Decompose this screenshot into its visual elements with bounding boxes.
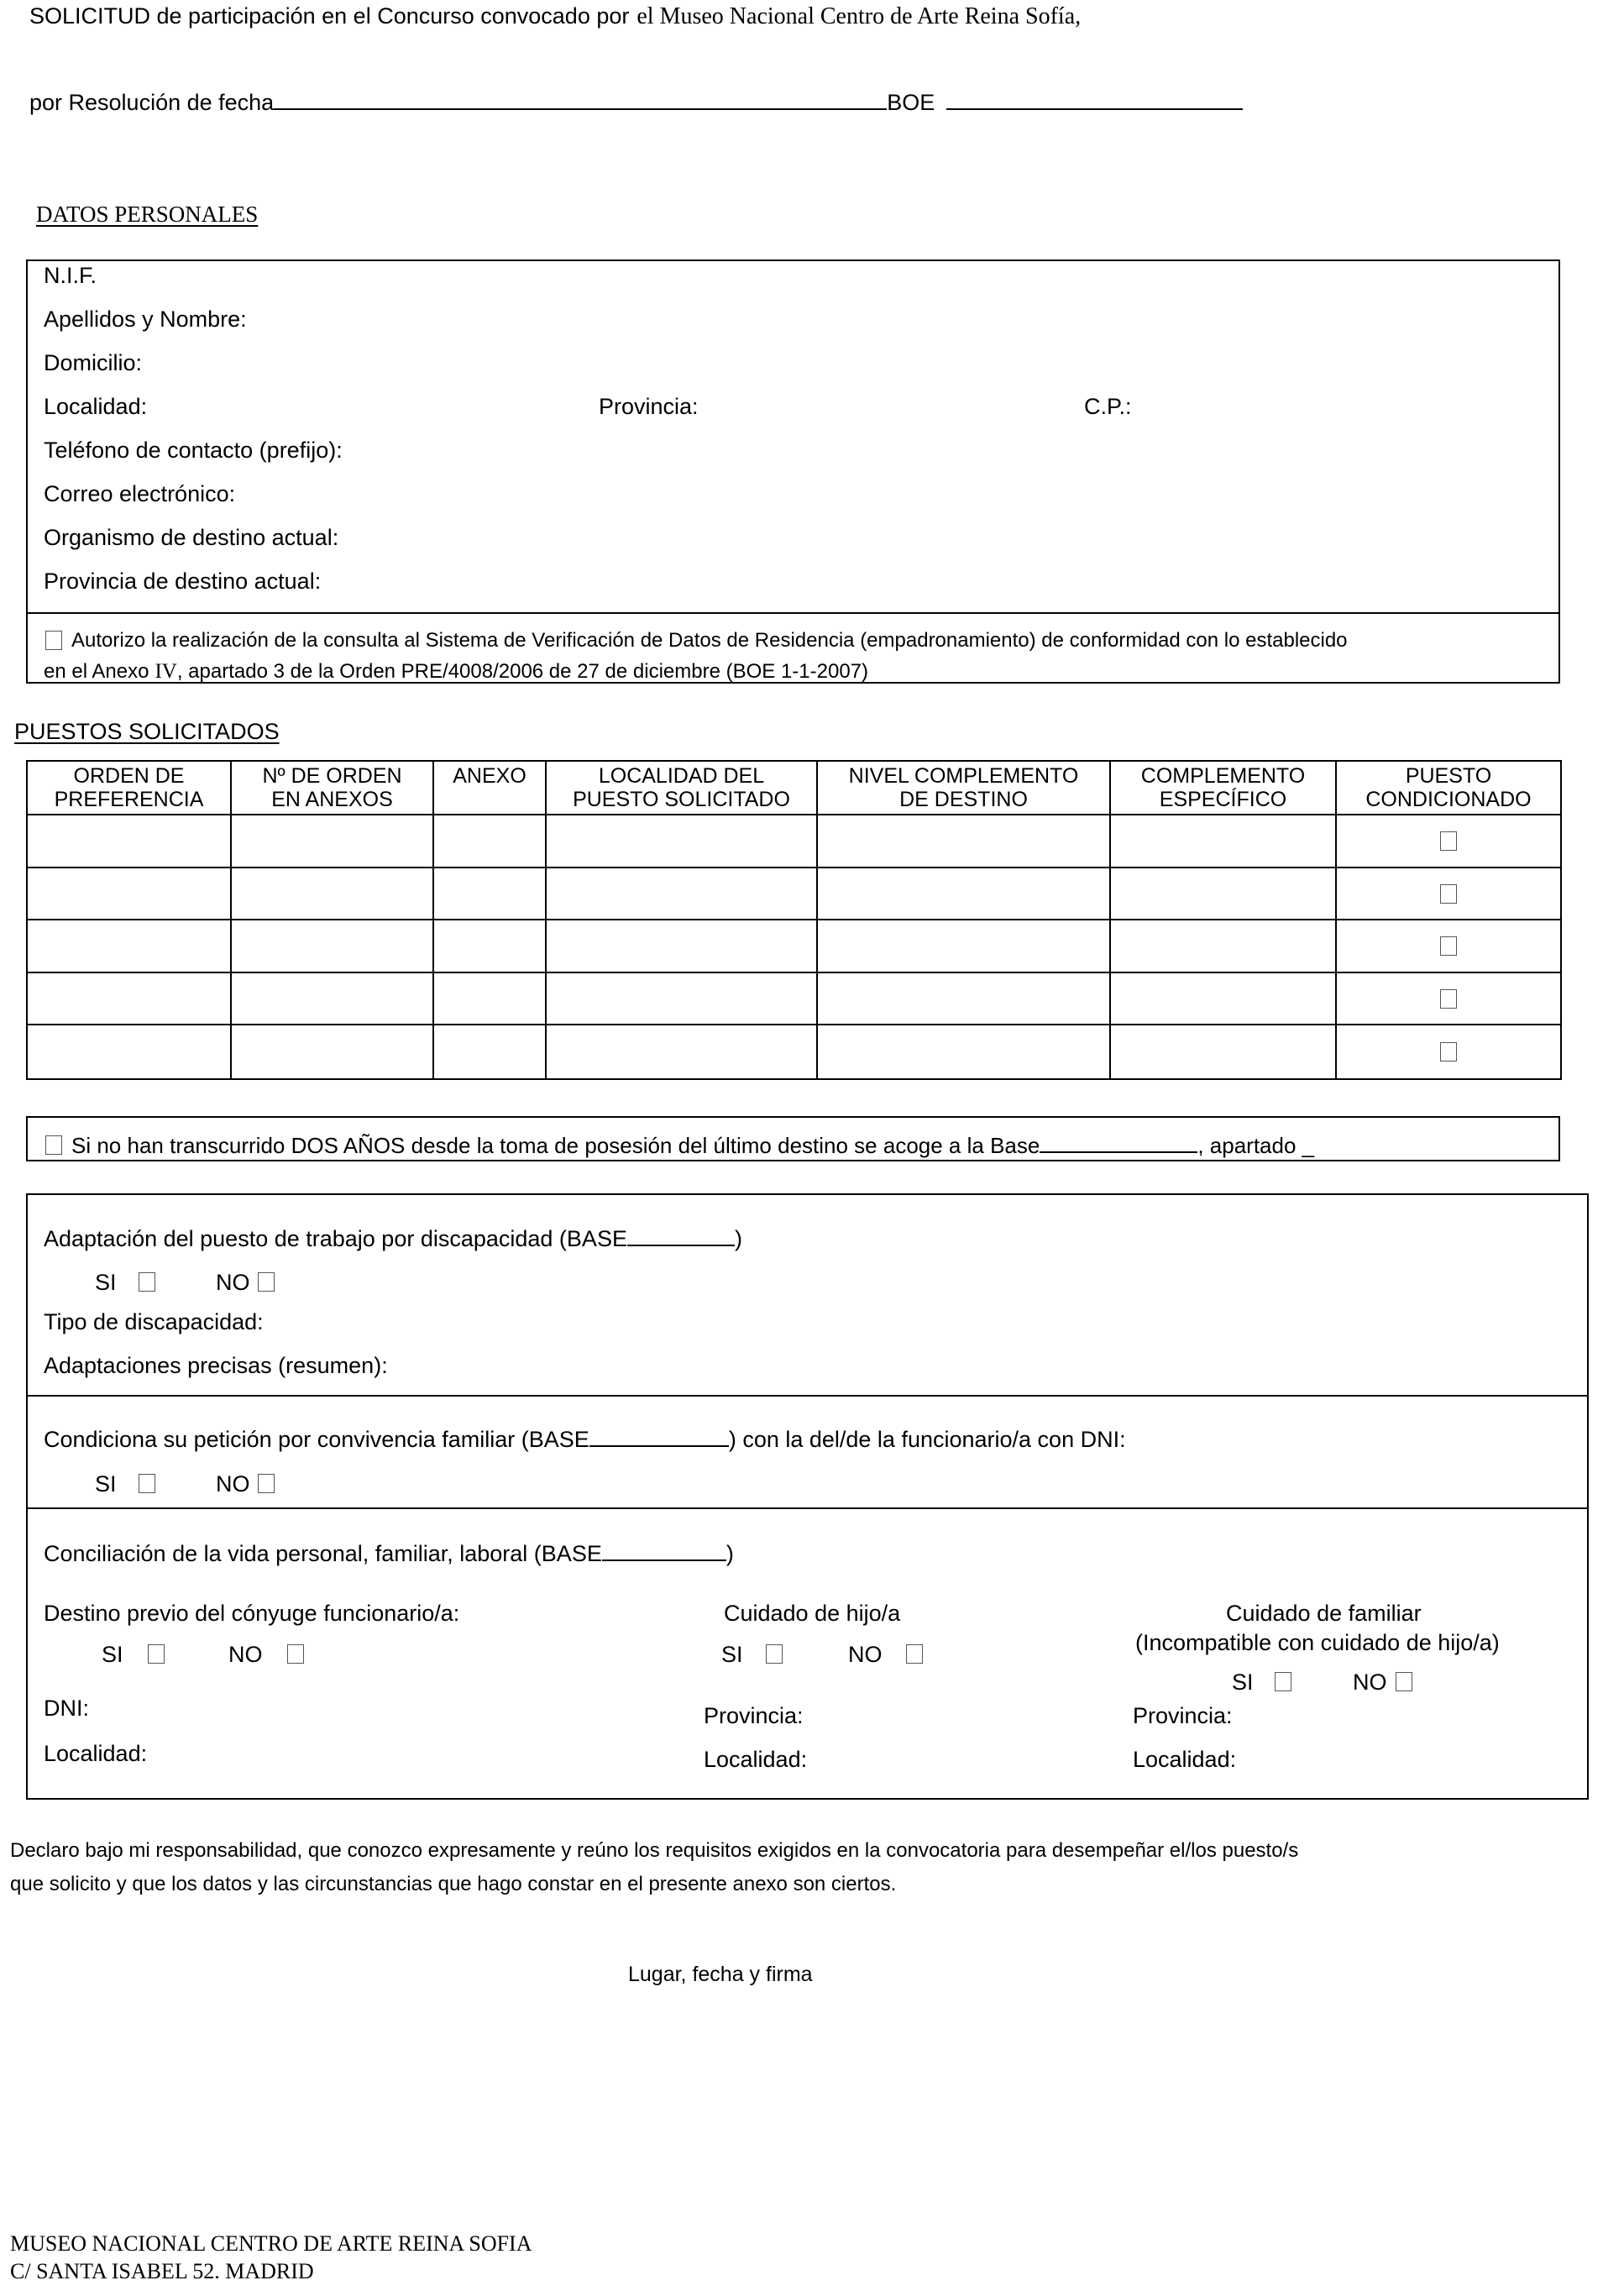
boe-label: BOE bbox=[887, 90, 935, 115]
orden-anexos-cell[interactable] bbox=[231, 920, 433, 972]
circumstances-divider-2 bbox=[26, 1507, 1589, 1509]
nivel-complemento-cell[interactable] bbox=[817, 920, 1110, 972]
orden-preferencia-cell[interactable] bbox=[27, 1025, 231, 1079]
orden-preferencia-cell[interactable] bbox=[27, 815, 231, 868]
email-label: Correo electrónico: bbox=[44, 481, 236, 506]
requested-positions-heading: PUESTOS SOLICITADOS bbox=[14, 719, 280, 744]
two-years-statement: Si no han transcurrido DOS AÑOS desde la toma de posesión del último destino se acoge a la Base bbox=[71, 1133, 1040, 1158]
personal-data-box bbox=[26, 259, 1560, 684]
anexo-cell[interactable] bbox=[433, 1025, 546, 1079]
nivel-complemento-cell[interactable] bbox=[817, 972, 1110, 1025]
orden-anexos-cell[interactable] bbox=[231, 868, 433, 920]
nivel-complemento-cell[interactable] bbox=[817, 868, 1110, 920]
header-localidad: LOCALIDAD DEL PUESTO SOLICITADO bbox=[546, 761, 817, 815]
province-label: Provincia: bbox=[599, 394, 699, 419]
child-care-no-label: NO bbox=[848, 1642, 883, 1667]
orden-anexos-cell[interactable] bbox=[231, 815, 433, 868]
table-row bbox=[27, 972, 1561, 1025]
child-care-yes-checkbox[interactable] bbox=[766, 1644, 783, 1664]
spouse-yes-label: SI bbox=[102, 1642, 123, 1667]
form-title bbox=[29, 3, 1081, 30]
orden-preferencia-cell[interactable] bbox=[27, 868, 231, 920]
complemento-especifico-cell[interactable] bbox=[1110, 972, 1336, 1025]
header-puesto-condicionado: PUESTO CONDICIONADO bbox=[1336, 761, 1561, 815]
disability-yes-checkbox[interactable] bbox=[139, 1272, 155, 1292]
two-years-base-field[interactable] bbox=[1040, 1135, 1197, 1153]
full-name-label: Apellidos y Nombre: bbox=[44, 307, 247, 332]
footer-institution: MUSEO NACIONAL CENTRO DE ARTE REINA SOFIA bbox=[10, 2231, 532, 2256]
current-province-label: Provincia de destino actual: bbox=[44, 569, 322, 594]
cohabitation-line bbox=[44, 1426, 1126, 1453]
disability-no-checkbox[interactable] bbox=[258, 1272, 275, 1292]
signature-place-date-label: Lugar, fecha y firma bbox=[628, 1963, 813, 1986]
header-complemento-especifico: COMPLEMENTO ESPECÍFICO bbox=[1110, 761, 1336, 815]
anexo-cell[interactable] bbox=[433, 972, 546, 1025]
current-organism-label: Organismo de destino actual: bbox=[44, 525, 339, 550]
puesto-condicionado-checkbox[interactable] bbox=[1440, 989, 1457, 1009]
cohabitation-label: Condiciona su petición por convivencia familiar (BASE bbox=[44, 1427, 589, 1452]
disability-type-label: Tipo de discapacidad: bbox=[44, 1309, 264, 1334]
table-row bbox=[27, 1025, 1561, 1079]
cohabitation-no-label: NO bbox=[216, 1471, 250, 1497]
conciliation-base-field[interactable] bbox=[602, 1541, 726, 1561]
puesto-condicionado-checkbox[interactable] bbox=[1440, 936, 1457, 956]
locality-label: Localidad: bbox=[44, 394, 148, 419]
nif-label: N.I.F. bbox=[44, 263, 97, 288]
complemento-especifico-cell[interactable] bbox=[1110, 868, 1336, 920]
resolution-date-label: por Resolución de fecha bbox=[29, 90, 275, 115]
address-label: Domicilio: bbox=[44, 350, 143, 375]
form-title-institution: el Museo Nacional Centro de Arte Reina Sofía, bbox=[636, 3, 1082, 29]
personal-data-heading: DATOS PERSONALES bbox=[36, 202, 259, 227]
family-care-province-label: Provincia: bbox=[1133, 1703, 1233, 1728]
spouse-destination-title: Destino previo del cónyuge funcionario/a: bbox=[44, 1601, 460, 1626]
disability-close: ) bbox=[734, 1226, 742, 1251]
disability-label: Adaptación del puesto de trabajo por discapacidad (BASE bbox=[44, 1226, 627, 1251]
spouse-no-checkbox[interactable] bbox=[287, 1644, 304, 1664]
localidad-cell[interactable] bbox=[546, 920, 817, 972]
table-header-row bbox=[27, 761, 1561, 815]
declaration-line1: Declaro bajo mi responsabilidad, que conozco expresamente y reúno los requisitos exigidos en la convocatoria para desempeñar el/los puesto/s bbox=[10, 1839, 1299, 1862]
family-care-no-label: NO bbox=[1353, 1670, 1387, 1695]
cohabitation-yes-label: SI bbox=[95, 1471, 117, 1497]
puesto-condicionado-checkbox[interactable] bbox=[1440, 1042, 1457, 1062]
two-years-checkbox[interactable] bbox=[45, 1135, 62, 1155]
localidad-cell[interactable] bbox=[546, 1025, 817, 1079]
child-care-locality-label: Localidad: bbox=[704, 1747, 808, 1772]
orden-anexos-cell[interactable] bbox=[231, 972, 433, 1025]
complemento-especifico-cell[interactable] bbox=[1110, 920, 1336, 972]
table-row bbox=[27, 815, 1561, 868]
disability-line bbox=[44, 1225, 742, 1252]
conciliation-close: ) bbox=[726, 1541, 734, 1566]
child-care-no-checkbox[interactable] bbox=[906, 1644, 923, 1664]
resolution-date-field[interactable] bbox=[274, 90, 887, 110]
personal-data-divider bbox=[26, 612, 1560, 614]
anexo-cell[interactable] bbox=[433, 868, 546, 920]
phone-label: Teléfono de contacto (prefijo): bbox=[44, 438, 343, 463]
spouse-locality-label: Localidad: bbox=[44, 1741, 148, 1766]
family-care-note: (Incompatible con cuidado de hijo/a) bbox=[1135, 1630, 1500, 1655]
cohabitation-suffix: ) con la del/de la funcionario/a con DNI: bbox=[728, 1427, 1126, 1452]
header-anexo: ANEXO bbox=[433, 761, 546, 815]
cohabitation-base-field[interactable] bbox=[589, 1427, 729, 1447]
spouse-yes-checkbox[interactable] bbox=[148, 1644, 165, 1664]
two-years-apartado: , apartado _ bbox=[1197, 1133, 1315, 1158]
conciliation-line bbox=[44, 1540, 734, 1567]
spouse-dni-label: DNI: bbox=[44, 1696, 89, 1721]
family-care-locality-label: Localidad: bbox=[1133, 1747, 1237, 1772]
puesto-condicionado-cell bbox=[1336, 815, 1561, 868]
complemento-especifico-cell[interactable] bbox=[1110, 815, 1336, 868]
anexo-cell[interactable] bbox=[433, 815, 546, 868]
header-orden-preferencia: ORDEN DE PREFERENCIA bbox=[27, 761, 231, 815]
family-care-title: Cuidado de familiar bbox=[1226, 1601, 1422, 1626]
family-care-yes-label: SI bbox=[1232, 1670, 1254, 1695]
consent-annex-number: IV bbox=[155, 660, 177, 683]
declaration-line2: que solicito y que los datos y las circunstancias que hago constar en el presente anexo son ciertos. bbox=[10, 1873, 897, 1895]
puesto-condicionado-cell bbox=[1336, 972, 1561, 1025]
disability-yes-label: SI bbox=[95, 1270, 117, 1295]
nivel-complemento-cell[interactable] bbox=[817, 815, 1110, 868]
puesto-condicionado-cell bbox=[1336, 920, 1561, 972]
two-years-text bbox=[71, 1133, 1314, 1158]
orden-preferencia-cell[interactable] bbox=[27, 920, 231, 972]
requested-positions-table bbox=[26, 760, 1562, 1080]
anexo-cell[interactable] bbox=[433, 920, 546, 972]
cohabitation-no-checkbox[interactable] bbox=[258, 1474, 275, 1493]
child-care-title: Cuidado de hijo/a bbox=[724, 1601, 901, 1626]
table-row bbox=[27, 868, 1561, 920]
orden-preferencia-cell[interactable] bbox=[27, 972, 231, 1025]
family-care-yes-checkbox[interactable] bbox=[1275, 1672, 1291, 1691]
postal-code-label: C.P.: bbox=[1084, 394, 1132, 419]
conciliation-label: Conciliación de la vida personal, familiar, laboral (BASE bbox=[44, 1541, 602, 1566]
residence-consent-checkbox[interactable] bbox=[45, 631, 62, 650]
residence-consent-text-line2 bbox=[44, 660, 868, 684]
puesto-condicionado-checkbox[interactable] bbox=[1440, 831, 1457, 851]
complemento-especifico-cell[interactable] bbox=[1110, 1025, 1336, 1079]
consent-line2-start: en el Anexo bbox=[44, 660, 149, 683]
localidad-cell[interactable] bbox=[546, 815, 817, 868]
nivel-complemento-cell[interactable] bbox=[817, 1025, 1110, 1079]
header-orden-anexos: Nº DE ORDEN EN ANEXOS bbox=[231, 761, 433, 815]
residence-consent-text-line1: Autorizo la realización de la consulta al Sistema de Verificación de Datos de Residencia (empadronamiento) de conformidad con lo establecido bbox=[71, 629, 1348, 652]
adaptations-label: Adaptaciones precisas (resumen): bbox=[44, 1353, 388, 1378]
consent-line2-end: , apartado 3 de la Orden PRE/4008/2006 de 27 de diciembre (BOE 1-1-2007) bbox=[176, 660, 869, 683]
resolution-line bbox=[29, 89, 1243, 116]
localidad-cell[interactable] bbox=[546, 972, 817, 1025]
puesto-condicionado-cell bbox=[1336, 1025, 1561, 1079]
form-title-text: SOLICITUD de participación en el Concurso convocado por bbox=[29, 3, 630, 29]
header-nivel-complemento: NIVEL COMPLEMENTO DE DESTINO bbox=[817, 761, 1110, 815]
footer-address: C/ SANTA ISABEL 52. MADRID bbox=[10, 2259, 314, 2283]
table-row bbox=[27, 920, 1561, 972]
child-care-province-label: Provincia: bbox=[704, 1703, 804, 1728]
child-care-yes-label: SI bbox=[721, 1642, 743, 1667]
puesto-condicionado-checkbox[interactable] bbox=[1440, 884, 1457, 904]
spouse-no-label: NO bbox=[228, 1642, 263, 1667]
circumstances-divider-1 bbox=[26, 1395, 1589, 1397]
puesto-condicionado-cell bbox=[1336, 868, 1561, 920]
orden-anexos-cell[interactable] bbox=[231, 1025, 433, 1079]
localidad-cell[interactable] bbox=[546, 868, 817, 920]
family-care-no-checkbox[interactable] bbox=[1396, 1672, 1412, 1691]
boe-field[interactable] bbox=[946, 90, 1243, 110]
cohabitation-yes-checkbox[interactable] bbox=[139, 1474, 155, 1493]
disability-base-field[interactable] bbox=[627, 1226, 735, 1246]
disability-no-label: NO bbox=[216, 1270, 250, 1295]
